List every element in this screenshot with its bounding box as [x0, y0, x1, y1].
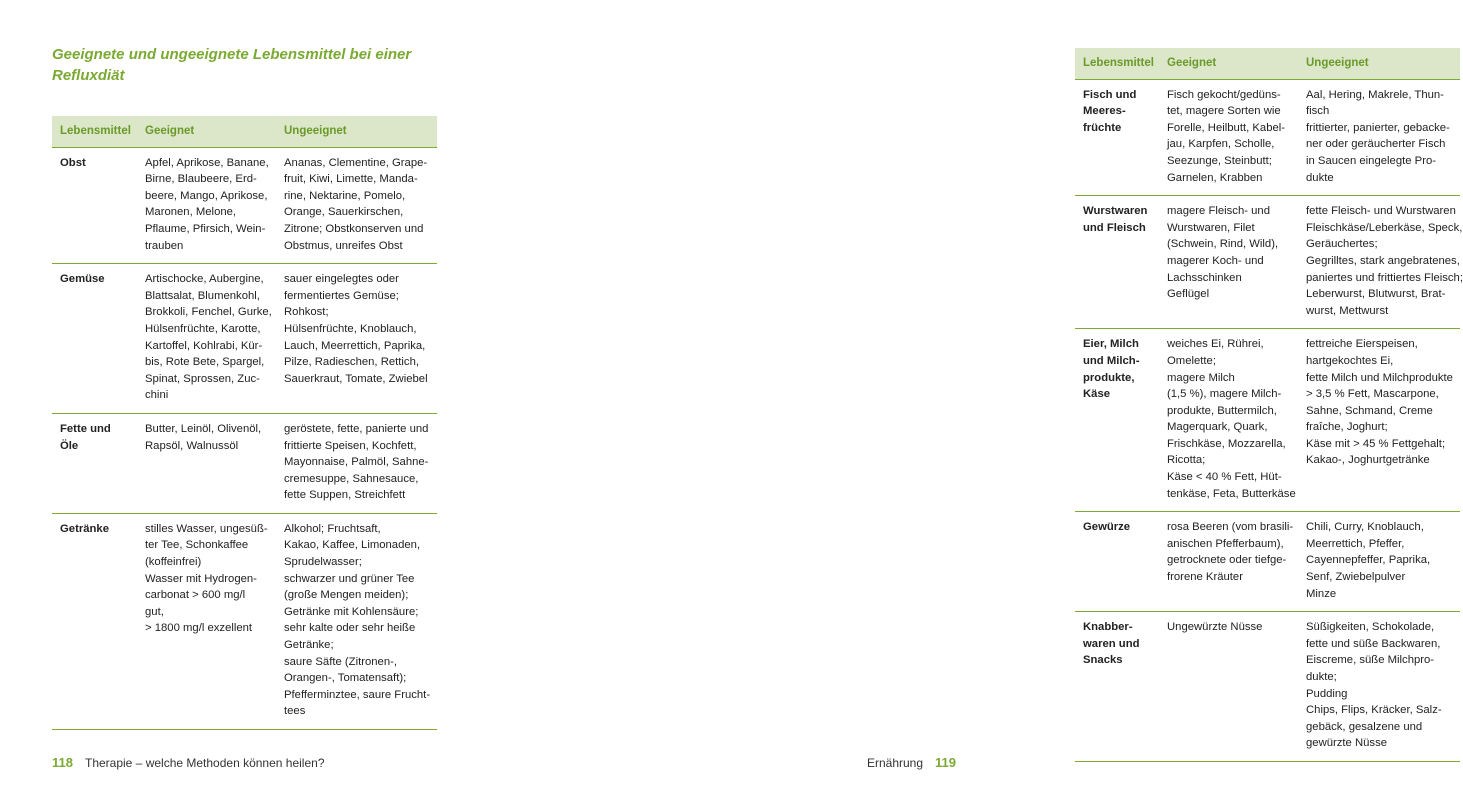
- food-table-right: [1075, 48, 1463, 762]
- cell-line: in Saucen eingelegte Pro-: [1306, 154, 1437, 167]
- cell-line: fisch: [1306, 105, 1330, 118]
- category-cell: [1075, 79, 1159, 196]
- cell-line: magerer Koch- und: [1167, 254, 1264, 267]
- cell-line: Senf, Zwiebelpulver: [1306, 571, 1406, 584]
- cell-line: gut,: [145, 605, 164, 618]
- running-title: Therapie – welche Methoden können heilen?: [84, 756, 325, 770]
- cell-line: Alkohol; Fruchtsaft,: [284, 522, 381, 535]
- cell-line: frorene Kräuter: [1167, 571, 1243, 584]
- cell-line: Leberwurst, Blutwurst, Brat-: [1306, 288, 1446, 301]
- cell-line: (koffeinfrei): [145, 556, 202, 569]
- cell-line: gebäck, gesalzene und: [1306, 720, 1423, 733]
- category-cell: [52, 413, 137, 513]
- cell-line: (Schwein, Rind, Wild),: [1167, 238, 1279, 251]
- cell-line: Öle: [60, 439, 79, 452]
- cell-line: Käse < 40 % Fett, Hüt-: [1167, 471, 1282, 484]
- cell-line: Orange, Sauerkirschen,: [284, 206, 404, 219]
- cell-line: dukte;: [1306, 671, 1337, 683]
- cell-line: tet, magere Sorten wie: [1167, 105, 1281, 118]
- column-header-suitable: Geeignet: [1159, 48, 1298, 79]
- table-row: [52, 264, 437, 414]
- cell-line: cremesuppe, Sahnesauce,: [284, 472, 419, 485]
- cell-line: Snacks: [1083, 654, 1123, 667]
- cell-line: carbonat > 600 mg/l: [145, 589, 246, 602]
- cell-line: Aal, Hering, Makrele, Thun-: [1306, 88, 1444, 101]
- cell-line: fettreiche Eierspeisen,: [1306, 338, 1418, 351]
- cell-line: Minze: [1306, 587, 1337, 600]
- cell-line: Chips, Flips, Kräcker, Salz-: [1306, 704, 1442, 717]
- footer-right: [867, 755, 956, 770]
- cell-line: und Milch-: [1083, 354, 1140, 367]
- cell-line: Eiscreme, süße Milchpro-: [1306, 654, 1435, 667]
- unsuitable-cell: [1298, 196, 1463, 329]
- suitable-cell: [137, 147, 276, 264]
- suitable-cell: [1159, 512, 1298, 612]
- cell-line: und Fleisch: [1083, 221, 1146, 234]
- cell-line: Süßigkeiten, Schokolade,: [1306, 621, 1435, 634]
- cell-line: produkte, Buttermilch,: [1167, 404, 1277, 417]
- unsuitable-cell: [1298, 512, 1460, 612]
- cell-line: dukte: [1306, 171, 1334, 184]
- page-number: 118: [52, 755, 73, 770]
- cell-line: tees: [284, 705, 306, 718]
- unsuitable-cell: [1298, 329, 1460, 512]
- cell-line: Gegrilltes, stark angebratenes,: [1306, 254, 1460, 267]
- unsuitable-cell: [276, 413, 437, 513]
- cell-line: frittierter, panierter, gebacke-: [1306, 121, 1450, 134]
- cell-line: Kakao, Kaffee, Limonaden,: [284, 539, 421, 552]
- cell-line: Sprudelwasser;: [284, 556, 362, 569]
- cell-line: Lauch, Meerrettich, Paprika,: [284, 339, 426, 352]
- cell-line: Knabber-: [1083, 621, 1133, 634]
- suitable-cell: [1159, 196, 1298, 329]
- cell-line: Wurstwaren: [1083, 205, 1148, 218]
- cell-line: fruit, Kiwi, Limette, Manda-: [284, 173, 418, 186]
- table-heading: [52, 44, 432, 86]
- table-row: [1075, 612, 1460, 762]
- cell-line: Geflügel: [1167, 288, 1210, 301]
- cell-line: Kartoffel, Kohlrabi, Kür-: [145, 339, 263, 352]
- cell-line: Wurstwaren, Filet: [1167, 221, 1255, 234]
- heading-line-1: Geeignete und ungeeignete Lebensmittel bei einer: [52, 46, 412, 63]
- cell-line: Orangen-, Tomatensaft);: [284, 672, 407, 685]
- cell-line: Sauerkraut, Tomate, Zwiebel: [284, 372, 428, 385]
- cell-line: fraîche, Joghurt;: [1306, 421, 1388, 434]
- running-title: Ernährung: [866, 756, 924, 770]
- cell-line: Gemüse: [60, 273, 105, 286]
- cell-line: Käse mit > 45 % Fettgehalt;: [1306, 437, 1446, 450]
- cell-line: Hülsenfrüchte, Knoblauch,: [284, 322, 417, 335]
- cell-line: > 1800 mg/l exzellent: [145, 622, 253, 635]
- column-header-category: Lebensmittel: [1075, 48, 1159, 79]
- cell-line: fette Milch und Milchprodukte: [1306, 371, 1453, 384]
- cell-line: fette Suppen, Streichfett: [284, 489, 406, 502]
- cell-line: Pilze, Radieschen, Rettich,: [284, 356, 420, 369]
- cell-line: Magerquark, Quark,: [1167, 421, 1268, 434]
- unsuitable-cell: [1298, 612, 1460, 762]
- cell-line: magere Fleisch- und: [1167, 205, 1270, 218]
- cell-line: schwarzer und grüner Tee: [284, 572, 415, 585]
- cell-line: ter Tee, Schonkaffee: [145, 539, 249, 552]
- table-header-row: [52, 116, 437, 147]
- cell-line: waren und: [1083, 637, 1140, 650]
- cell-line: Hülsenfrüchte, Karotte,: [145, 322, 261, 335]
- cell-line: Getränke: [60, 522, 109, 535]
- cell-line: fermentiertes Gemüse;: [284, 289, 399, 302]
- cell-line: bis, Rote Bete, Spargel,: [145, 356, 265, 369]
- cell-line: Sahne, Schmand, Creme: [1306, 404, 1433, 417]
- table-row: [52, 147, 437, 264]
- cell-line: sauer eingelegtes oder: [284, 273, 399, 286]
- column-header-unsuitable: Ungeeignet: [276, 116, 437, 147]
- unsuitable-cell: [1298, 79, 1460, 196]
- column-header-category: Lebensmittel: [52, 116, 137, 147]
- cell-line: frittierte Speisen, Kochfett,: [284, 439, 417, 452]
- unsuitable-cell: [276, 147, 437, 264]
- cell-line: früchte: [1083, 121, 1122, 134]
- suitable-cell: [137, 513, 276, 729]
- suitable-cell: [1159, 612, 1298, 762]
- cell-line: Maronen, Melone,: [145, 206, 237, 219]
- cell-line: magere Milch: [1167, 371, 1235, 384]
- cell-line: Fleischkäse/Leberkäse, Speck,: [1306, 221, 1463, 234]
- cell-line: wurst, Mettwurst: [1306, 304, 1389, 317]
- cell-line: Geräuchertes;: [1306, 238, 1378, 251]
- table-row: [1075, 512, 1460, 612]
- cell-line: Kakao-, Joghurtgetränke: [1306, 454, 1430, 467]
- cell-line: saure Säfte (Zitronen-,: [284, 655, 398, 668]
- cell-line: stilles Wasser, ungesüß-: [145, 522, 268, 535]
- cell-line: trauben: [145, 239, 184, 252]
- category-cell: [52, 264, 137, 414]
- cell-line: (1,5 %), magere Milch-: [1167, 388, 1282, 401]
- cell-line: Frischkäse, Mozzarella,: [1167, 437, 1286, 450]
- suitable-cell: [137, 413, 276, 513]
- category-cell: [1075, 329, 1159, 512]
- table-row: [52, 413, 437, 513]
- suitable-cell: [1159, 329, 1298, 512]
- cell-line: Wasser mit Hydrogen-: [145, 572, 257, 585]
- cell-line: Lachsschinken: [1167, 271, 1242, 284]
- cell-line: Forelle, Heilbutt, Kabel-: [1167, 121, 1286, 134]
- cell-line: getrocknete oder tiefge-: [1167, 554, 1287, 567]
- cell-line: weiches Ei, Rührei,: [1167, 338, 1264, 351]
- cell-line: Ungewürzte Nüsse: [1167, 621, 1263, 634]
- cell-line: > 3,5 % Fett, Mascarpone,: [1306, 388, 1439, 401]
- unsuitable-cell: [276, 264, 437, 414]
- cell-line: Seezunge, Steinbutt;: [1167, 154, 1272, 167]
- cell-line: Pudding: [1306, 687, 1348, 700]
- table-header-row: [1075, 48, 1460, 79]
- cell-line: chini: [145, 389, 169, 402]
- cell-line: Chili, Curry, Knoblauch,: [1306, 521, 1424, 534]
- heading-line-2: Refluxdiät: [52, 67, 125, 84]
- cell-line: Eier, Milch: [1083, 338, 1139, 351]
- cell-line: Getränke;: [284, 639, 334, 652]
- cell-line: Fette und: [60, 422, 111, 435]
- cell-line: sehr kalte oder sehr heiße: [284, 622, 416, 635]
- cell-line: anischen Pfefferbaum),: [1167, 537, 1284, 550]
- category-cell: [1075, 196, 1159, 329]
- category-cell: [1075, 512, 1159, 612]
- cell-line: Cayennepfeffer, Paprika,: [1306, 554, 1431, 567]
- cell-line: Ananas, Clementine, Grape-: [284, 156, 428, 169]
- category-cell: [1075, 612, 1159, 762]
- cell-line: Fisch gekocht/gedüns-: [1167, 88, 1281, 101]
- unsuitable-cell: [276, 513, 437, 729]
- cell-line: Pfefferminztee, saure Frucht-: [284, 688, 431, 701]
- left-page: [0, 0, 504, 804]
- cell-line: paniertes und frittiertes Fleisch;: [1306, 271, 1463, 284]
- cell-line: rosa Beeren (vom brasili-: [1167, 521, 1294, 534]
- table-row: [52, 513, 437, 729]
- footer-left: [52, 755, 325, 770]
- cell-line: fette Fleisch- und Wurstwaren: [1306, 205, 1456, 218]
- table-row: [1075, 196, 1460, 329]
- table-row: [1075, 329, 1460, 512]
- suitable-cell: [1159, 79, 1298, 196]
- cell-line: Zitrone; Obstkonserven und: [284, 222, 424, 235]
- cell-line: gewürzte Nüsse: [1306, 737, 1387, 750]
- category-cell: [52, 513, 137, 729]
- cell-line: Omelette;: [1167, 354, 1216, 367]
- cell-line: fette und süße Backwaren,: [1306, 637, 1441, 650]
- food-table-left: [52, 116, 437, 730]
- cell-line: geröstete, fette, panierte und: [284, 422, 429, 435]
- cell-line: Meerrettich, Pfeffer,: [1306, 537, 1405, 550]
- column-header-suitable: Geeignet: [137, 116, 276, 147]
- cell-line: tenkäse, Feta, Butterkäse: [1167, 487, 1296, 500]
- cell-line: Obst: [60, 156, 86, 169]
- cell-line: Meeres-: [1083, 105, 1126, 118]
- cell-line: Obstmus, unreifes Obst: [284, 239, 403, 252]
- cell-line: Rapsöl, Walnussöl: [145, 439, 239, 452]
- suitable-cell: [137, 264, 276, 414]
- cell-line: Getränke mit Kohlensäure;: [284, 605, 419, 618]
- column-header-unsuitable: Ungeeignet: [1298, 48, 1460, 79]
- cell-line: hartgekochtes Ei,: [1306, 354, 1394, 367]
- cell-line: Butter, Leinöl, Olivenöl,: [145, 422, 262, 435]
- cell-line: ner oder geräucherter Fisch: [1306, 138, 1446, 151]
- cell-line: Ricotta;: [1167, 454, 1206, 467]
- cell-line: Garnelen, Krabben: [1167, 171, 1263, 184]
- category-cell: [52, 147, 137, 264]
- cell-line: Spinat, Sprossen, Zuc-: [145, 372, 260, 385]
- cell-line: jau, Karpfen, Scholle,: [1167, 138, 1275, 151]
- cell-line: rine, Nektarine, Pomelo,: [284, 189, 406, 202]
- cell-line: (große Mengen meiden);: [284, 589, 409, 602]
- page-number: 119: [935, 755, 956, 770]
- cell-line: Gewürze: [1083, 521, 1131, 534]
- cell-line: Käse: [1083, 388, 1111, 401]
- cell-line: Mayonnaise, Palmöl, Sahne-: [284, 456, 429, 469]
- cell-line: Brokkoli, Fenchel, Gurke,: [145, 306, 272, 319]
- cell-line: Apfel, Aprikose, Banane,: [145, 156, 269, 169]
- cell-line: beere, Mango, Aprikose,: [145, 189, 268, 202]
- right-page: [504, 0, 1463, 804]
- cell-line: produkte,: [1083, 371, 1135, 384]
- cell-line: Blattsalat, Blumenkohl,: [145, 289, 260, 302]
- cell-line: Pflaume, Pfirsich, Wein-: [145, 222, 266, 235]
- cell-line: Fisch und: [1083, 88, 1137, 101]
- table-row: [1075, 79, 1460, 196]
- cell-line: Birne, Blaubeere, Erd-: [145, 173, 257, 186]
- cell-line: Artischocke, Aubergine,: [145, 273, 264, 286]
- cell-line: Rohkost;: [284, 306, 329, 319]
